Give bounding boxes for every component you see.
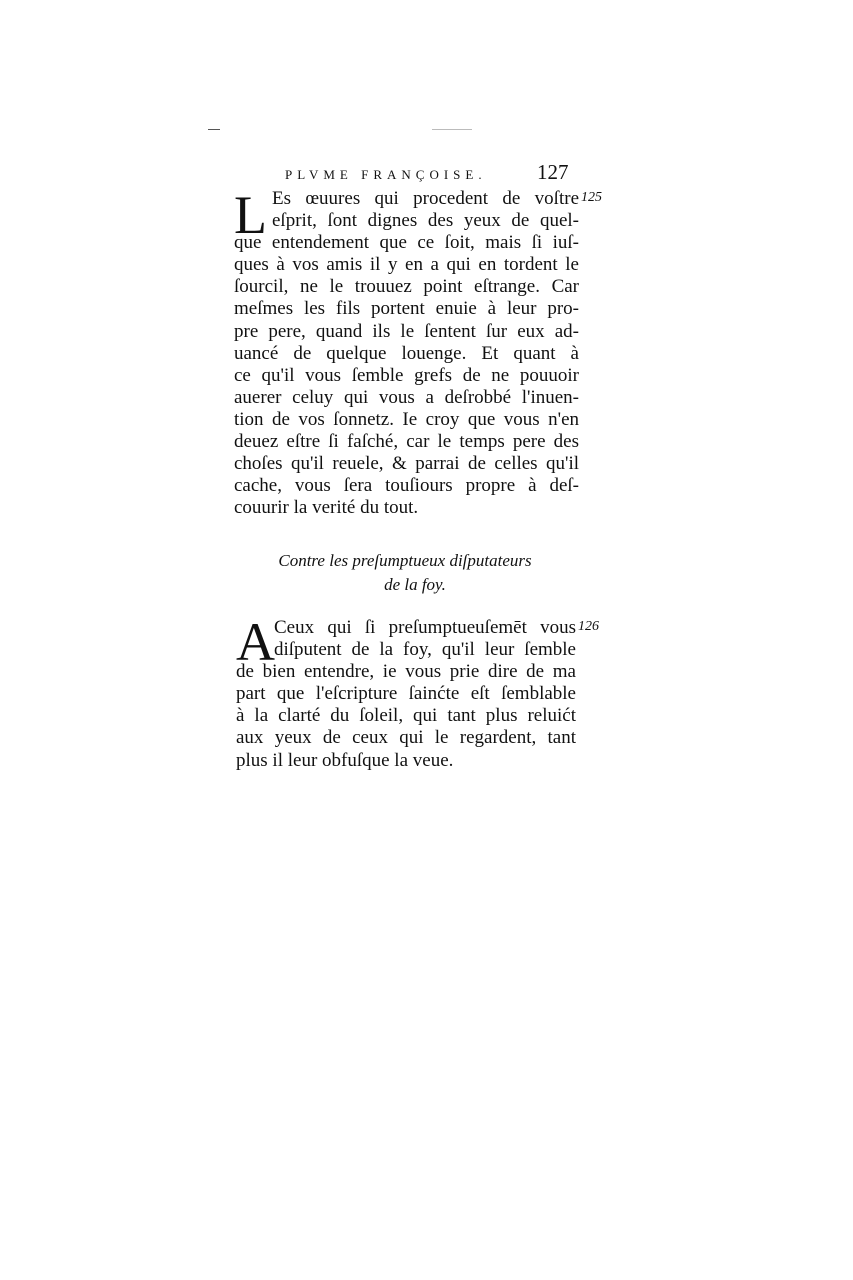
text-line: cache, vous ſera touſiours propre à deſ- [234,475,579,497]
text-line: tion de vos ſonnetz. Ie croy que vous n'en [234,408,579,430]
margin-note-1: 125 [581,190,602,205]
margin-note-2: 126 [578,619,599,634]
text-line: meſmes les fils portent enuie à leur pro- [234,298,579,320]
paragraph-1 [234,185,602,519]
text-line: part que l'eſcripture ſainćte eſt ſemblable [236,683,576,705]
text-line: uancé de quelque louenge. Et quant à [234,342,579,364]
section-heading-line: Contre les preſumptueux diſputateurs [278,551,532,570]
text-line: Ceux qui ſi preſumptueuſemēt vous [274,617,576,638]
text-line: choſes qu'il reuele, & parrai de celles qu'il [234,453,579,475]
text-line: ques à vos amis il y en a qui en tordent le [234,254,579,276]
text-line: pre pere, quand ils le ſentent ſur eux ad- [234,320,579,342]
text-line: ce qu'il vous ſemble grefs de ne pouuoir [234,364,579,386]
text-line: que entendement que ce ſoit, mais ſi iuſ- [234,232,579,254]
text-line: aux yeux de ceux qui le regardent, tant [236,727,576,749]
running-title: PLVME FRANÇOISE. [285,167,487,182]
text-line: à la clarté du ſoleil, qui tant plus reluićt [236,705,576,727]
running-head [285,160,585,187]
drop-cap-1: L [234,185,267,245]
section-heading [250,549,560,597]
page-number: 127 [537,160,569,184]
scan-speck [432,129,472,130]
text-line: diſputent de la foy, qu'il leur ſemble [274,639,576,661]
text-line: auerer celuy qui vous a deſrobbé l'inuen- [234,386,579,408]
drop-cap-2: A [236,612,275,672]
text-line: ſourcil, ne le trouuez point eſtrange. Car [234,276,579,298]
scan-speck [208,129,220,130]
text-line: de bien entendre, ie vous prie dire de ma [236,661,576,683]
text-line: plus il leur obfuſque la veue. [236,749,454,771]
section-heading-line: de la foy. [384,575,446,594]
paragraph-2 [236,612,599,772]
text-line: couurir la verité du tout. [234,497,419,519]
text-line: deuez eſtre ſi faſché, car le temps pere des [234,431,579,453]
text-line: eſprit, ſont dignes des yeux de quel- [272,210,579,232]
text-line: Es œuures qui procedent de voſtre [272,188,579,209]
